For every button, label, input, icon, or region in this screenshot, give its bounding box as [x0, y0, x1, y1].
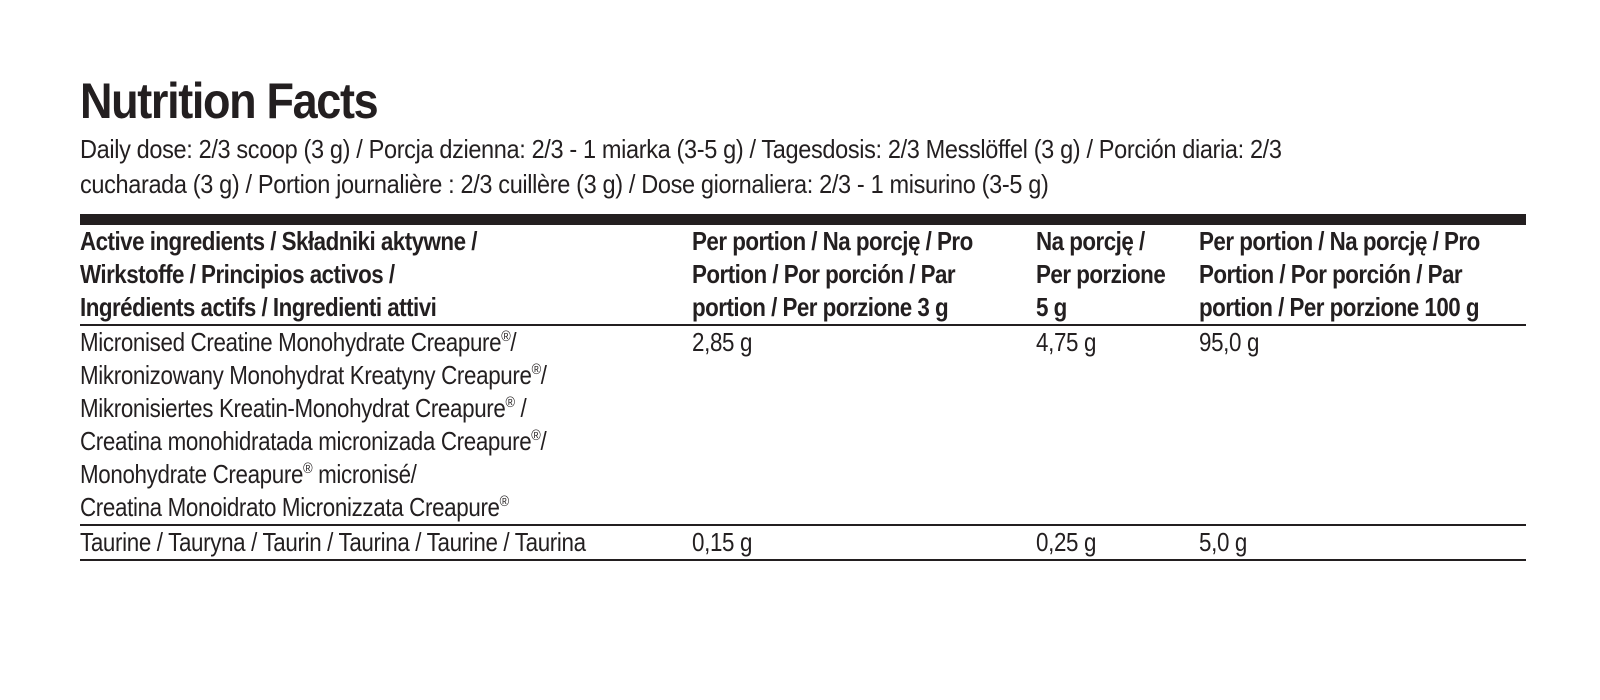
ingredients-table: [80, 225, 1526, 561]
value-per-5g: 4,75 g: [1036, 325, 1199, 525]
page-title: Nutrition Facts: [80, 73, 378, 129]
column-header-per-3g: Per portion / Na porcję / Pro Portion / Por porción / Par portion / Per porzione 3 g: [692, 225, 1036, 325]
registered-mark: ®: [499, 493, 509, 510]
ingredient-name-cell: Micronised Creatine Monohydrate Creapure®/ Mikronizowany Monohydrat Kreatyny Creapure®/ Mikronisiertes Kreatin-Monohydrat Creapure® / Creatina monohidratada micronizada Creapure®/ Monohydrate Creapure® micronisé/ Creatina Monoidrato Micronizzata Creapure®: [80, 325, 692, 525]
value-per-3g: 0,15 g: [692, 525, 1036, 560]
value-per-3g: 2,85 g: [692, 325, 1036, 525]
table-row: [80, 325, 1526, 525]
registered-mark: ®: [531, 427, 541, 444]
column-header-per-5g: Na porcję / Per porzione 5 g: [1036, 225, 1199, 325]
nutrition-facts-label: [80, 72, 1526, 561]
value-per-100g: 95,0 g: [1199, 325, 1526, 525]
daily-dose-text: [80, 132, 1528, 202]
daily-dose-line-1: Daily dose: 2/3 scoop (3 g) / Porcja dzienna: 2/3 - 1 miarka (3-5 g) / Tagesdosis: 2/3 Messlöffel (3 g) / Porción diaria: 2/3: [80, 134, 1282, 164]
value-per-100g: 5,0 g: [1199, 525, 1526, 560]
ingredient-name-cell: Taurine / Tauryna / Taurin / Taurina / Taurine / Taurina: [80, 525, 692, 560]
column-header-per-100g: Per portion / Na porcję / Pro Portion / Por porción / Par portion / Per porzione 100 g: [1199, 225, 1526, 325]
column-header-ingredients: Active ingredients / Składniki aktywne / Wirkstoffe / Principios activos / Ingrédients actifs / Ingredienti attivi: [80, 225, 692, 325]
table-row: [80, 525, 1526, 560]
header-divider: [80, 214, 1526, 225]
table-header-row: [80, 225, 1526, 325]
daily-dose-line-2: cucharada (3 g) / Portion journalière : 2/3 cuillère (3 g) / Dose giornaliera: 2/3 - 1 misurino (3-5 g): [80, 169, 1049, 199]
registered-mark: ®: [303, 460, 313, 477]
value-per-5g: 0,25 g: [1036, 525, 1199, 560]
registered-mark: ®: [505, 394, 515, 411]
registered-mark: ®: [531, 361, 541, 378]
registered-mark: ®: [501, 328, 511, 345]
